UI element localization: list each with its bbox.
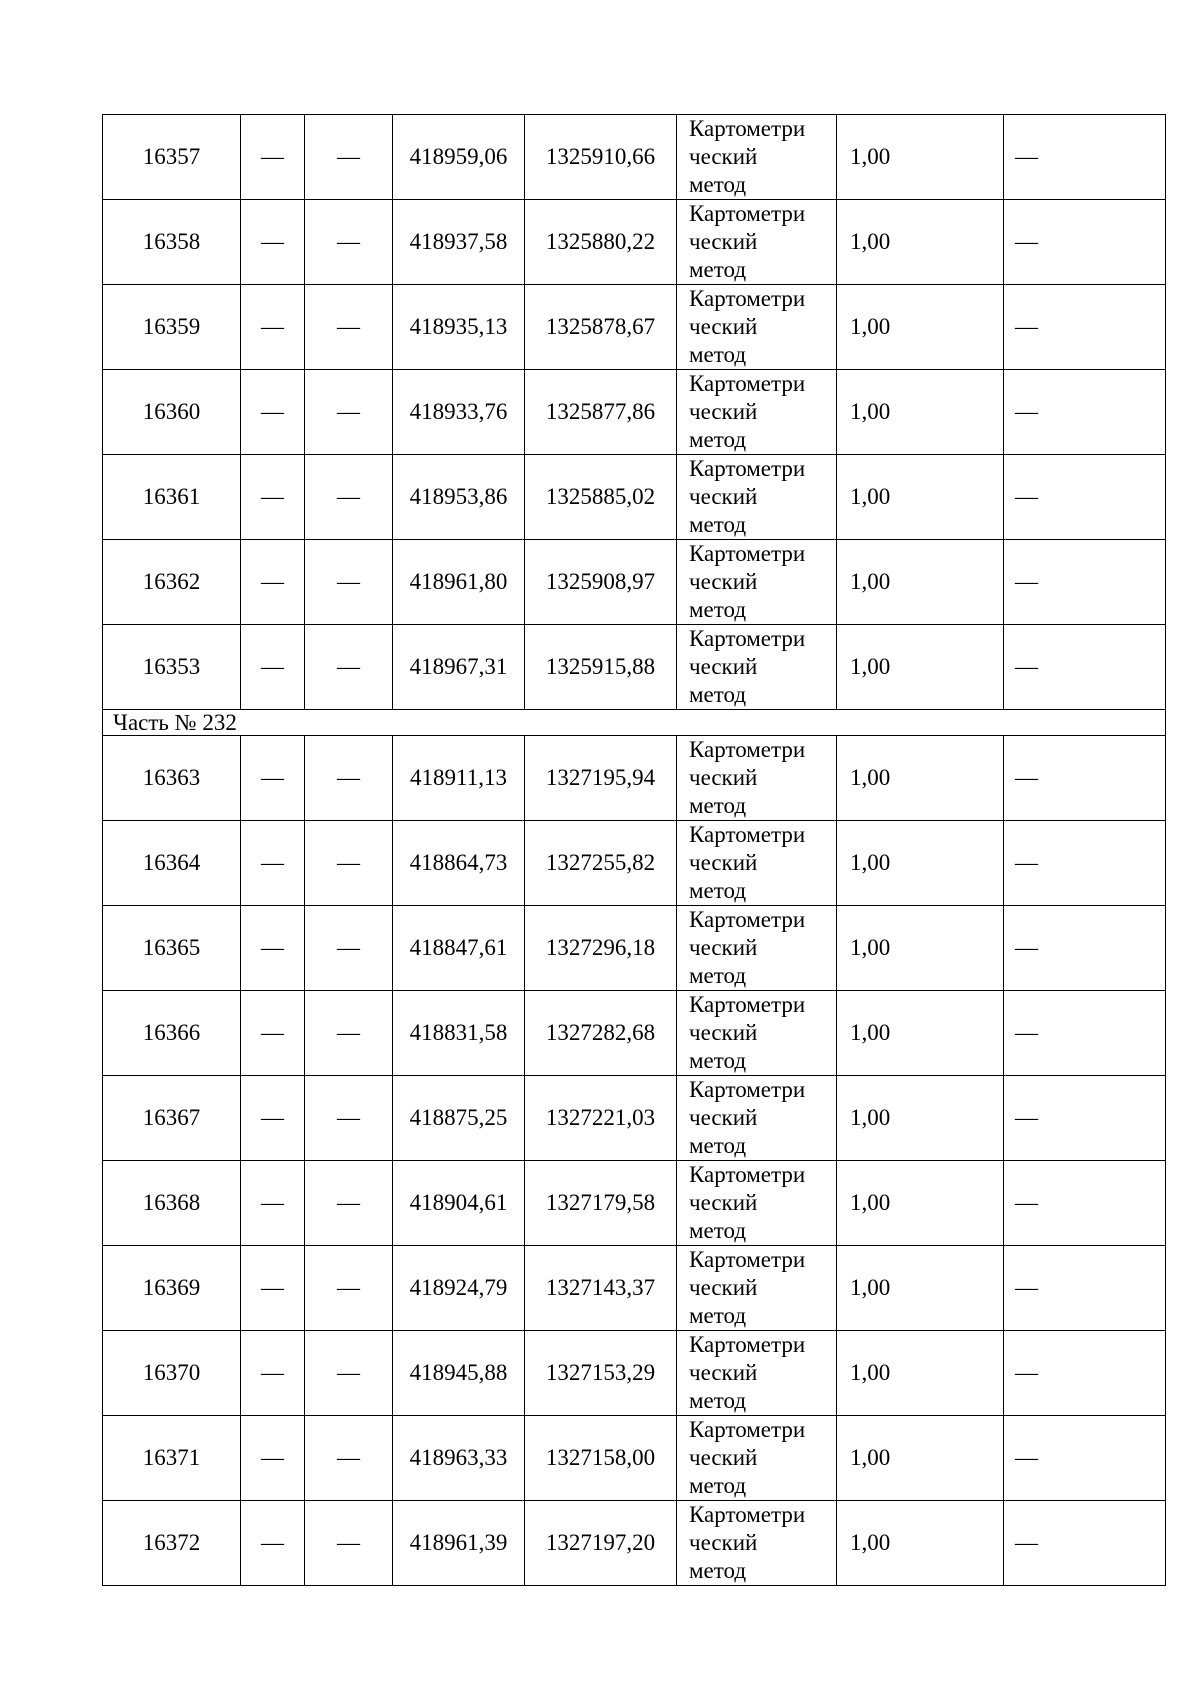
method-text-line: Картометри — [689, 371, 806, 396]
empty-value-cell: — — [241, 821, 305, 906]
empty-value-cell: — — [1004, 370, 1166, 455]
method-cell — [677, 1416, 837, 1501]
coordinate-x-cell: 418875,25 — [393, 1076, 525, 1161]
empty-value-cell: — — [1004, 821, 1166, 906]
table-row — [103, 285, 1166, 370]
accuracy-cell: 1,00 — [837, 115, 1004, 200]
table-row — [103, 1161, 1166, 1246]
method-text-line: метод — [689, 172, 747, 197]
accuracy-cell: 1,00 — [837, 1331, 1004, 1416]
method-text-line: Картометри — [689, 737, 806, 762]
table-row — [103, 455, 1166, 540]
method-text-line: Картометри — [689, 992, 806, 1017]
method-text-line: метод — [689, 793, 747, 818]
method-text-line: ческий — [689, 1105, 758, 1130]
coordinate-y-cell: 1327143,37 — [525, 1246, 677, 1331]
method-cell — [677, 1246, 837, 1331]
empty-value-cell: — — [241, 1246, 305, 1331]
method-text-line: Картометри — [689, 1247, 806, 1272]
coordinate-y-cell: 1325878,67 — [525, 285, 677, 370]
method-text-line: ческий — [689, 1530, 758, 1555]
method-text-line: ческий — [689, 654, 758, 679]
point-number-cell: 16367 — [103, 1076, 241, 1161]
coordinate-x-cell: 418959,06 — [393, 115, 525, 200]
empty-value-cell: — — [1004, 1246, 1166, 1331]
coordinate-x-cell: 418963,33 — [393, 1416, 525, 1501]
table-row — [103, 625, 1166, 710]
point-number-cell: 16364 — [103, 821, 241, 906]
point-number-cell: 16363 — [103, 736, 241, 821]
method-text-line: ческий — [689, 399, 758, 424]
coordinate-y-cell: 1327296,18 — [525, 906, 677, 991]
method-text-line: метод — [689, 878, 747, 903]
empty-value-cell: — — [241, 285, 305, 370]
empty-value-cell: — — [305, 370, 393, 455]
empty-value-cell: — — [305, 821, 393, 906]
point-number-cell: 16360 — [103, 370, 241, 455]
empty-value-cell: — — [305, 625, 393, 710]
coordinate-y-cell: 1325908,97 — [525, 540, 677, 625]
accuracy-cell: 1,00 — [837, 991, 1004, 1076]
method-text-line: метод — [689, 1303, 747, 1328]
point-number-cell: 16368 — [103, 1161, 241, 1246]
coordinate-x-cell: 418924,79 — [393, 1246, 525, 1331]
table-row — [103, 115, 1166, 200]
method-text-line: ческий — [689, 1020, 758, 1045]
table-row — [103, 1501, 1166, 1586]
part-label: Часть № 232 — [103, 710, 1166, 736]
method-text-line: ческий — [689, 144, 758, 169]
coordinate-y-cell: 1327158,00 — [525, 1416, 677, 1501]
method-text-line: ческий — [689, 1360, 758, 1385]
method-cell — [677, 285, 837, 370]
method-text-line: ческий — [689, 484, 758, 509]
empty-value-cell: — — [241, 1161, 305, 1246]
empty-value-cell: — — [305, 1416, 393, 1501]
accuracy-cell: 1,00 — [837, 370, 1004, 455]
method-text-line: ческий — [689, 1275, 758, 1300]
empty-value-cell: — — [305, 1501, 393, 1586]
coordinate-x-cell: 418831,58 — [393, 991, 525, 1076]
coordinate-x-cell: 418937,58 — [393, 200, 525, 285]
empty-value-cell: — — [241, 736, 305, 821]
point-number-cell: 16365 — [103, 906, 241, 991]
empty-value-cell: — — [1004, 1416, 1166, 1501]
coordinate-y-cell: 1325877,86 — [525, 370, 677, 455]
method-text-line: метод — [689, 342, 747, 367]
accuracy-cell: 1,00 — [837, 906, 1004, 991]
method-text-line: Картометри — [689, 822, 806, 847]
coordinate-x-cell: 418953,86 — [393, 455, 525, 540]
empty-value-cell: — — [1004, 285, 1166, 370]
method-text-line: Картометри — [689, 201, 806, 226]
empty-value-cell: — — [241, 1076, 305, 1161]
coordinate-x-cell: 418961,39 — [393, 1501, 525, 1586]
table-row — [103, 200, 1166, 285]
method-text-line: ческий — [689, 935, 758, 960]
accuracy-cell: 1,00 — [837, 200, 1004, 285]
method-text-line: Картометри — [689, 1332, 806, 1357]
accuracy-cell: 1,00 — [837, 625, 1004, 710]
empty-value-cell: — — [241, 1331, 305, 1416]
coordinate-y-cell: 1327221,03 — [525, 1076, 677, 1161]
coordinate-x-cell: 418864,73 — [393, 821, 525, 906]
coordinate-y-cell: 1327255,82 — [525, 821, 677, 906]
coordinate-y-cell: 1327197,20 — [525, 1501, 677, 1586]
table-row — [103, 736, 1166, 821]
coordinate-x-cell: 418961,80 — [393, 540, 525, 625]
point-number-cell: 16366 — [103, 991, 241, 1076]
empty-value-cell: — — [305, 1161, 393, 1246]
empty-value-cell: — — [1004, 1501, 1166, 1586]
empty-value-cell: — — [241, 540, 305, 625]
method-text-line: Картометри — [689, 286, 806, 311]
coordinate-y-cell: 1327179,58 — [525, 1161, 677, 1246]
method-text-line: Картометри — [689, 1162, 806, 1187]
part-header-row — [103, 710, 1166, 736]
point-number-cell: 16362 — [103, 540, 241, 625]
empty-value-cell: — — [1004, 1331, 1166, 1416]
coordinate-x-cell: 418904,61 — [393, 1161, 525, 1246]
table-row — [103, 991, 1166, 1076]
empty-value-cell: — — [1004, 625, 1166, 710]
coordinate-x-cell: 418967,31 — [393, 625, 525, 710]
empty-value-cell: — — [241, 991, 305, 1076]
empty-value-cell: — — [305, 1076, 393, 1161]
empty-value-cell: — — [1004, 906, 1166, 991]
empty-value-cell: — — [305, 285, 393, 370]
empty-value-cell: — — [241, 370, 305, 455]
coordinate-x-cell: 418933,76 — [393, 370, 525, 455]
method-text-line: Картометри — [689, 626, 806, 651]
method-cell — [677, 906, 837, 991]
point-number-cell: 16361 — [103, 455, 241, 540]
accuracy-cell: 1,00 — [837, 455, 1004, 540]
accuracy-cell: 1,00 — [837, 1416, 1004, 1501]
empty-value-cell: — — [241, 115, 305, 200]
method-text-line: Картометри — [689, 1417, 806, 1442]
method-cell — [677, 540, 837, 625]
method-text-line: ческий — [689, 229, 758, 254]
empty-value-cell: — — [241, 455, 305, 540]
table-row — [103, 906, 1166, 991]
empty-value-cell: — — [241, 1501, 305, 1586]
empty-value-cell: — — [305, 1331, 393, 1416]
table-row — [103, 1076, 1166, 1161]
accuracy-cell: 1,00 — [837, 821, 1004, 906]
empty-value-cell: — — [305, 736, 393, 821]
empty-value-cell: — — [1004, 991, 1166, 1076]
empty-value-cell: — — [1004, 115, 1166, 200]
method-text-line: метод — [689, 963, 747, 988]
point-number-cell: 16370 — [103, 1331, 241, 1416]
empty-value-cell: — — [305, 540, 393, 625]
table-row — [103, 540, 1166, 625]
accuracy-cell: 1,00 — [837, 1246, 1004, 1331]
accuracy-cell: 1,00 — [837, 1076, 1004, 1161]
point-number-cell: 16372 — [103, 1501, 241, 1586]
method-text-line: Картометри — [689, 456, 806, 481]
coordinate-x-cell: 418847,61 — [393, 906, 525, 991]
accuracy-cell: 1,00 — [837, 540, 1004, 625]
method-text-line: метод — [689, 682, 747, 707]
method-text-line: метод — [689, 597, 747, 622]
empty-value-cell: — — [1004, 200, 1166, 285]
coordinate-x-cell: 418935,13 — [393, 285, 525, 370]
method-text-line: метод — [689, 427, 747, 452]
method-text-line: ческий — [689, 569, 758, 594]
method-text-line: ческий — [689, 850, 758, 875]
table-row — [103, 821, 1166, 906]
method-cell — [677, 455, 837, 540]
empty-value-cell: — — [241, 200, 305, 285]
accuracy-cell: 1,00 — [837, 736, 1004, 821]
method-cell — [677, 1331, 837, 1416]
method-text-line: метод — [689, 1388, 747, 1413]
coordinate-y-cell: 1325910,66 — [525, 115, 677, 200]
method-text-line: метод — [689, 1133, 747, 1158]
method-cell — [677, 115, 837, 200]
method-text-line: Картометри — [689, 1502, 806, 1527]
method-text-line: метод — [689, 1558, 747, 1583]
table-row — [103, 1246, 1166, 1331]
table-row — [103, 370, 1166, 455]
empty-value-cell: — — [305, 906, 393, 991]
empty-value-cell: — — [305, 991, 393, 1076]
point-number-cell: 16359 — [103, 285, 241, 370]
coordinate-x-cell: 418911,13 — [393, 736, 525, 821]
method-cell — [677, 821, 837, 906]
method-cell — [677, 1161, 837, 1246]
method-cell — [677, 1076, 837, 1161]
empty-value-cell: — — [1004, 1076, 1166, 1161]
accuracy-cell: 1,00 — [837, 1161, 1004, 1246]
method-text-line: ческий — [689, 765, 758, 790]
empty-value-cell: — — [1004, 455, 1166, 540]
table-row — [103, 1331, 1166, 1416]
point-number-cell: 16358 — [103, 200, 241, 285]
empty-value-cell: — — [305, 455, 393, 540]
coordinate-y-cell: 1327282,68 — [525, 991, 677, 1076]
method-text-line: метод — [689, 512, 747, 537]
method-cell — [677, 736, 837, 821]
point-number-cell: 16353 — [103, 625, 241, 710]
coordinate-y-cell: 1327195,94 — [525, 736, 677, 821]
method-text-line: метод — [689, 1473, 747, 1498]
coordinate-y-cell: 1327153,29 — [525, 1331, 677, 1416]
method-cell — [677, 991, 837, 1076]
empty-value-cell: — — [1004, 736, 1166, 821]
empty-value-cell: — — [305, 1246, 393, 1331]
method-text-line: Картометри — [689, 541, 806, 566]
point-number-cell: 16369 — [103, 1246, 241, 1331]
method-cell — [677, 625, 837, 710]
method-text-line: Картометри — [689, 1077, 806, 1102]
method-text-line: ческий — [689, 314, 758, 339]
method-text-line: ческий — [689, 1445, 758, 1470]
empty-value-cell: — — [241, 1416, 305, 1501]
coordinates-table — [102, 114, 1166, 1586]
empty-value-cell: — — [1004, 1161, 1166, 1246]
accuracy-cell: 1,00 — [837, 1501, 1004, 1586]
coordinate-y-cell: 1325885,02 — [525, 455, 677, 540]
table-row — [103, 1416, 1166, 1501]
coordinate-x-cell: 418945,88 — [393, 1331, 525, 1416]
coordinate-y-cell: 1325915,88 — [525, 625, 677, 710]
method-text-line: метод — [689, 1048, 747, 1073]
empty-value-cell: — — [241, 906, 305, 991]
point-number-cell: 16371 — [103, 1416, 241, 1501]
method-cell — [677, 1501, 837, 1586]
method-text-line: ческий — [689, 1190, 758, 1215]
method-cell — [677, 370, 837, 455]
method-text-line: Картометри — [689, 907, 806, 932]
method-text-line: метод — [689, 257, 747, 282]
table-body — [103, 115, 1166, 1586]
method-text-line: Картометри — [689, 116, 806, 141]
method-cell — [677, 200, 837, 285]
empty-value-cell: — — [241, 625, 305, 710]
point-number-cell: 16357 — [103, 115, 241, 200]
empty-value-cell: — — [1004, 540, 1166, 625]
method-text-line: метод — [689, 1218, 747, 1243]
empty-value-cell: — — [305, 115, 393, 200]
empty-value-cell: — — [305, 200, 393, 285]
coordinate-y-cell: 1325880,22 — [525, 200, 677, 285]
accuracy-cell: 1,00 — [837, 285, 1004, 370]
